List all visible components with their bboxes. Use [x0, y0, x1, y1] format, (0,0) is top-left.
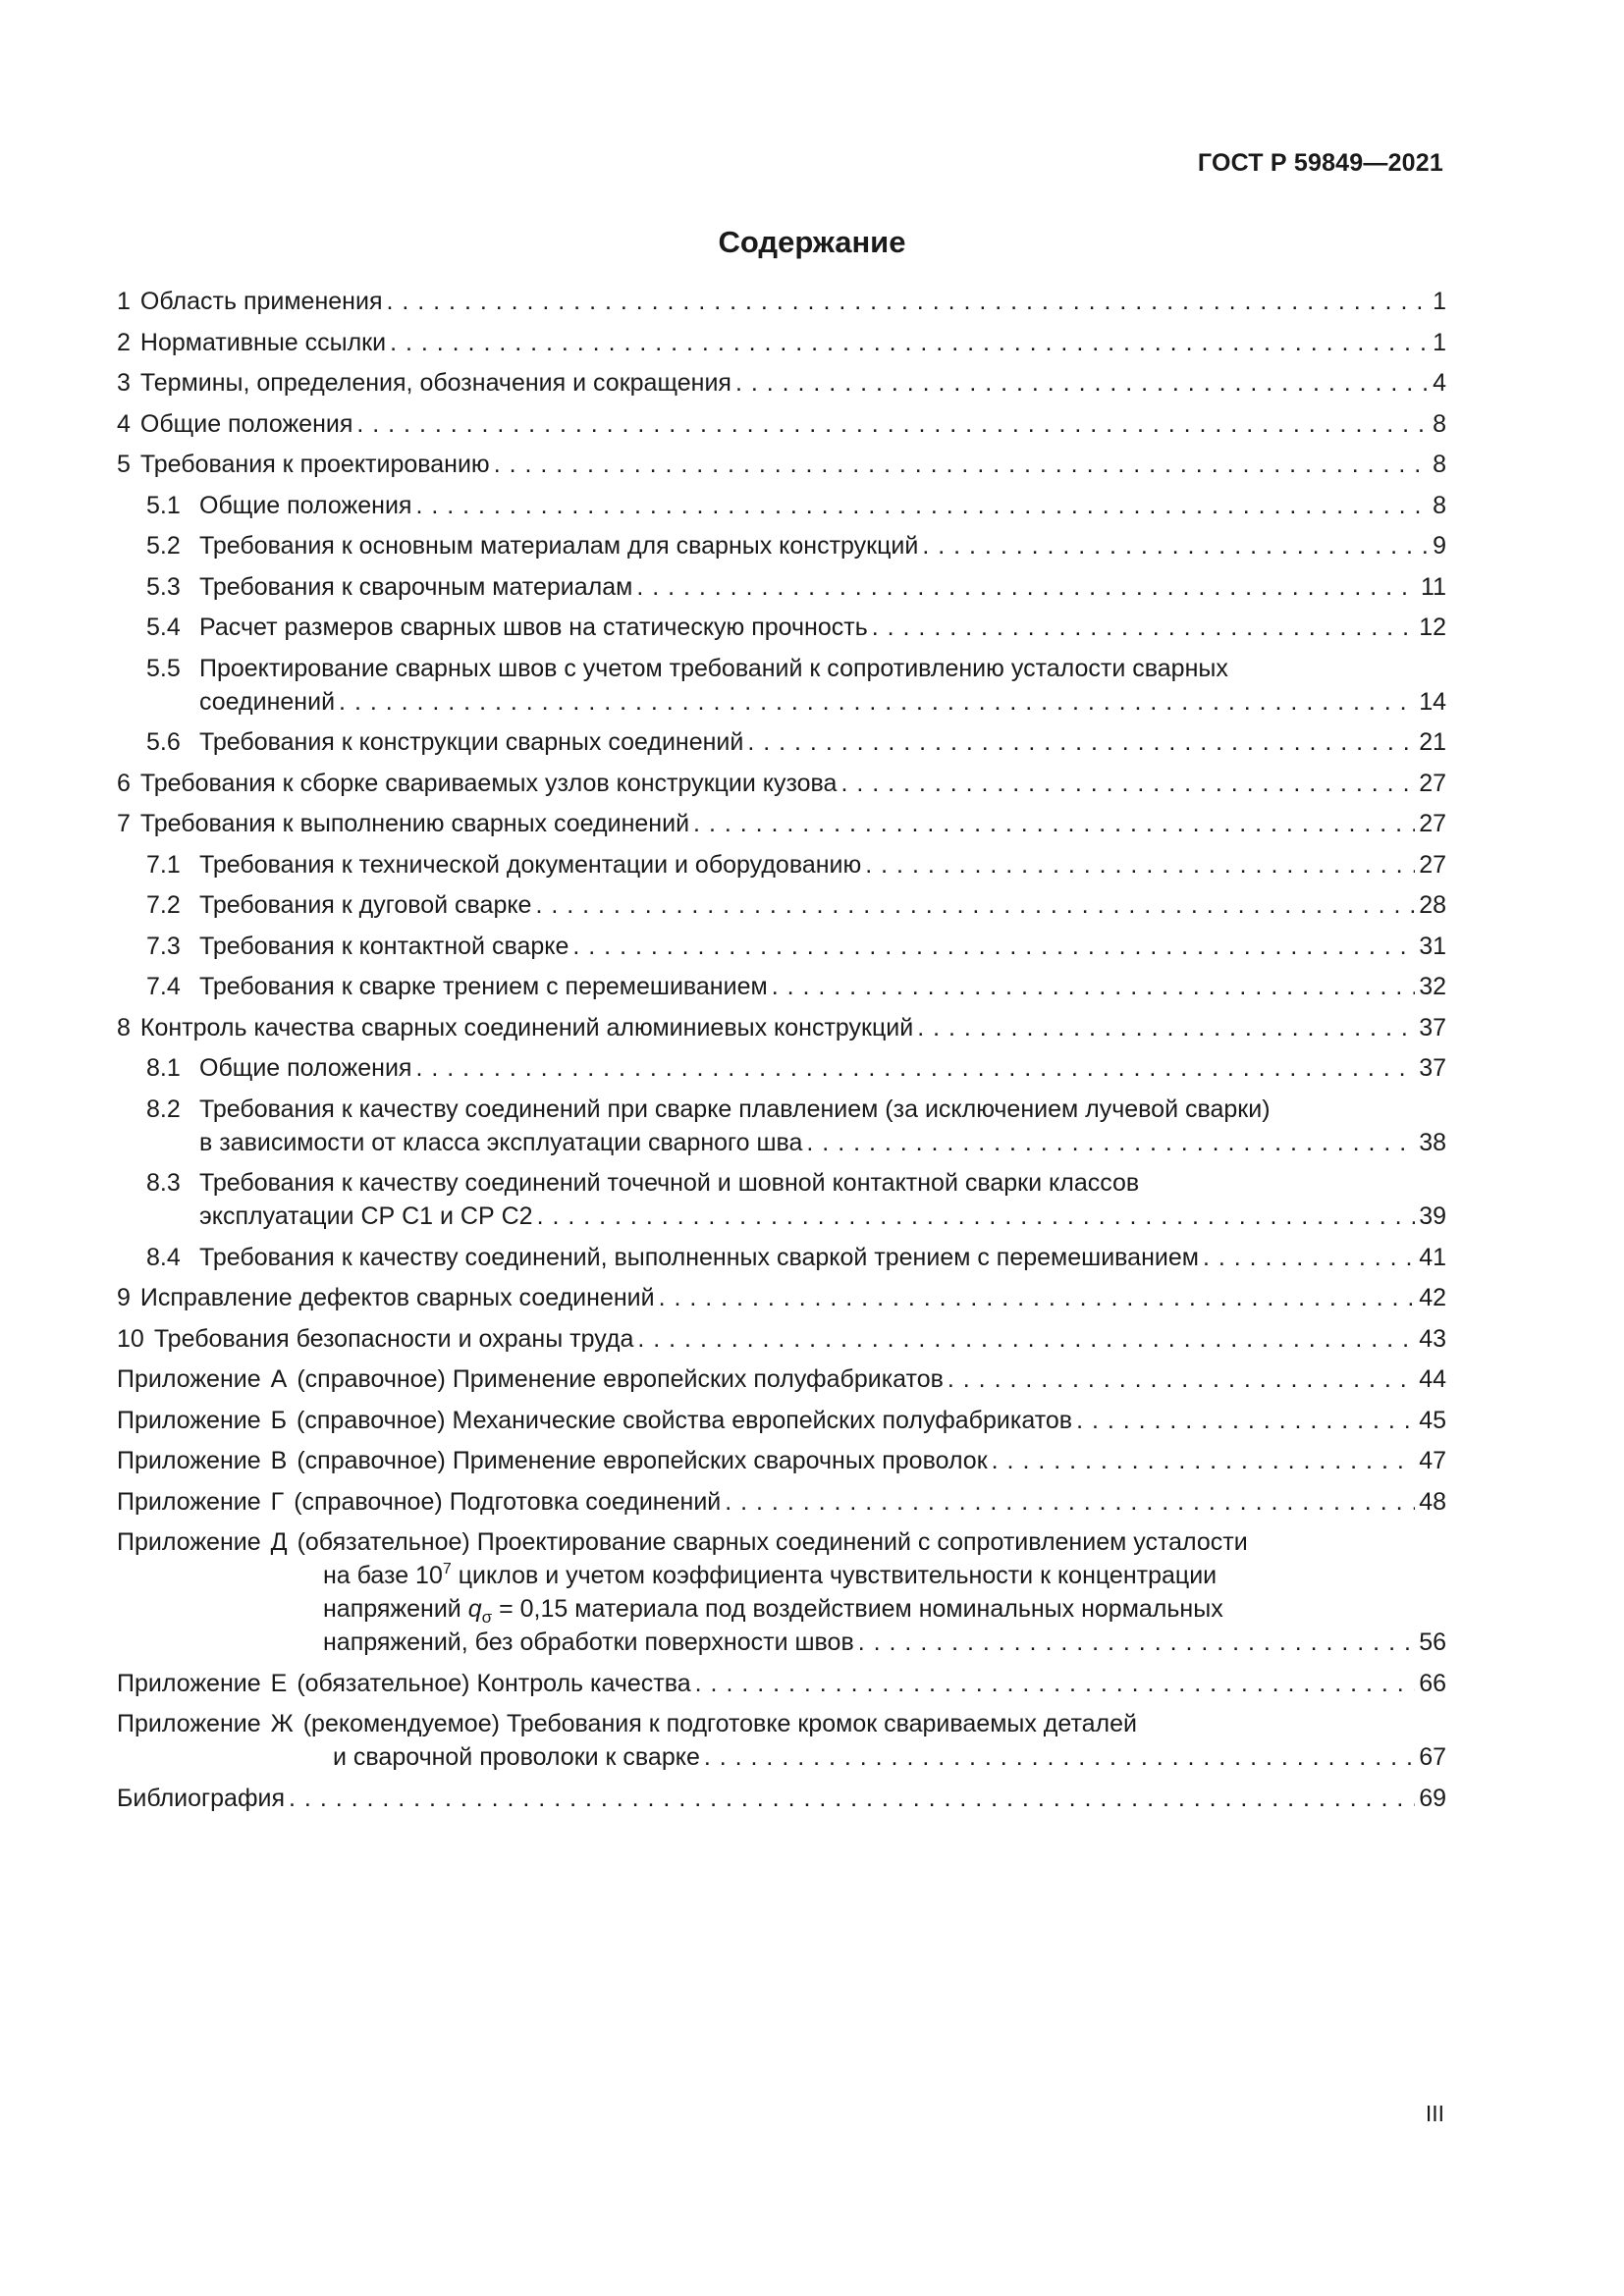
toc-entry-label-continuation: в зависимости от класса эксплуатации сварного шва: [199, 1128, 803, 1156]
toc-entry-page: 66: [1419, 1669, 1446, 1697]
toc-entry-number: 8.1: [146, 1054, 181, 1082]
toc-entry-page: 67: [1419, 1743, 1446, 1771]
toc-entry-page: 27: [1419, 810, 1446, 837]
toc-entry-page: 44: [1419, 1365, 1446, 1393]
standard-code: ГОСТ Р 59849—2021: [1197, 149, 1443, 177]
toc-entry-page: 8: [1433, 491, 1446, 519]
toc-entry-number: 2: [117, 328, 131, 356]
appendix-kind: (рекомендуемое): [302, 1710, 500, 1737]
leader-dots: [806, 1126, 1415, 1159]
appendix-letter: Г: [270, 1487, 285, 1516]
toc-entry-number: 5.4: [146, 614, 181, 641]
toc-appendix-e[interactable]: [117, 1667, 1446, 1700]
leader-dots: [386, 285, 1429, 318]
toc-entry-label-continuation: на базе $10^7$ циклов и учетом коэффициента чувствительности к концентрации: [323, 1561, 1218, 1589]
toc-entry-label: Требования безопасности и охраны труда: [153, 1324, 634, 1353]
toc-entry-number: 7.2: [146, 891, 181, 919]
toc-entry-number: 10: [117, 1324, 144, 1353]
toc-entry-label: Контроль качества: [476, 1669, 691, 1697]
toc-entry-number: 8.4: [146, 1243, 181, 1271]
toc-entry-7-3[interactable]: [117, 930, 1446, 963]
toc-entry-label: Общие положения: [139, 409, 353, 438]
toc-entry-page: 47: [1419, 1447, 1446, 1474]
toc-entry-5-6[interactable]: [117, 725, 1446, 759]
toc-entry-4[interactable]: [117, 407, 1446, 441]
toc-entry-page: 21: [1419, 728, 1446, 756]
leader-dots: [572, 930, 1415, 963]
toc-entry-page: 56: [1419, 1629, 1446, 1656]
leader-dots: [858, 1626, 1415, 1659]
toc-entry-label: Библиография: [117, 1784, 286, 1812]
toc-entry-number: 4: [117, 409, 131, 438]
toc-entry-label: Нормативные ссылки: [139, 328, 387, 356]
toc-entry-5-2[interactable]: [117, 529, 1446, 562]
leader-dots: [865, 848, 1415, 881]
toc-entry-number: 5.3: [146, 572, 181, 601]
toc-entry-number: 5: [117, 451, 131, 478]
toc-entry-10[interactable]: [117, 1322, 1446, 1356]
toc-entry-page: 8: [1433, 451, 1446, 478]
toc-entry-page: 41: [1419, 1243, 1446, 1271]
toc-entry-page: 14: [1419, 687, 1446, 716]
leader-dots: [772, 970, 1416, 1003]
toc-appendix-b[interactable]: [117, 1404, 1446, 1437]
leader-dots: [725, 1485, 1415, 1519]
leader-dots: [659, 1281, 1416, 1314]
leader-dots: [289, 1782, 1415, 1815]
toc-entry-page: 42: [1419, 1284, 1446, 1311]
toc-entry-label: Общие положения: [199, 491, 412, 519]
page-number: III: [1425, 2101, 1444, 2126]
toc-entry-label: Требования к сварке трением с перемешиванием: [199, 973, 768, 1000]
appendix-word: Приложение: [117, 1487, 261, 1516]
toc-entry-page: 9: [1433, 532, 1446, 560]
toc-entry-label: Исправление дефектов сварных соединений: [139, 1284, 655, 1311]
toc-entry-label: Требования к качеству соединений, выполненных сваркой трением с перемешиванием: [199, 1243, 1199, 1271]
toc-entry-label: Общие положения: [199, 1054, 412, 1082]
toc-entry-label: Требования к сборке свариваемых узлов конструкции кузова: [139, 769, 838, 797]
toc-entry-number: 8.2: [146, 1095, 181, 1123]
toc-bibliography[interactable]: [117, 1782, 1446, 1815]
toc-entry-number: 6: [117, 769, 131, 797]
leader-dots: [537, 1200, 1416, 1233]
appendix-kind: (обязательное): [297, 1669, 470, 1697]
toc-entry-page: 37: [1419, 1013, 1446, 1041]
leader-dots: [1203, 1241, 1415, 1274]
appendix-word: Приложение: [117, 1669, 261, 1697]
toc-entry-5-4[interactable]: [117, 611, 1446, 644]
toc-entry-label-continuation: соединений: [199, 687, 336, 716]
toc-entry-page: 38: [1419, 1128, 1446, 1156]
leader-dots: [917, 1011, 1415, 1044]
appendix-word: Приложение: [117, 1710, 261, 1737]
toc-entry-page: 11: [1421, 572, 1446, 601]
leader-dots: [535, 888, 1415, 922]
appendix-word: Приложение: [117, 1365, 261, 1393]
toc-entry-label: Требования к конструкции сварных соединений: [199, 728, 744, 756]
appendix-letter: В: [270, 1447, 288, 1474]
toc-entry-label: Требования к подготовке кромок свариваемых деталей: [506, 1710, 1137, 1737]
toc-entry-5-3[interactable]: [117, 570, 1446, 604]
toc-entry-7-1[interactable]: [117, 848, 1446, 881]
toc-entry-number: 1: [117, 288, 131, 315]
toc-entry-label: Применение европейских сварочных проволок: [452, 1447, 988, 1474]
leader-dots: [840, 767, 1415, 800]
toc-entry-page: 8: [1433, 409, 1446, 438]
toc-entry-label: Требования к основным материалам для сварных конструкций: [199, 532, 919, 560]
appendix-kind: (обязательное): [297, 1528, 470, 1556]
toc-entry-8-4[interactable]: [117, 1241, 1446, 1274]
toc-entry-page: 48: [1419, 1487, 1446, 1516]
leader-dots: [947, 1362, 1415, 1396]
toc-entry-number: 3: [117, 369, 131, 397]
exponent: 7: [442, 1561, 452, 1577]
toc-entry-8-3[interactable]: [117, 1166, 1446, 1233]
toc-entry-label: Контроль качества сварных соединений алюминиевых конструкций: [139, 1013, 914, 1041]
toc-entry-label: Требования к качеству соединений при сварке плавлением (за исключением лучевой сварки): [199, 1095, 1271, 1123]
toc-entry-page: 4: [1433, 369, 1446, 397]
appendix-letter: Е: [270, 1669, 288, 1697]
toc-appendix-zh[interactable]: [117, 1707, 1446, 1774]
appendix-letter: А: [270, 1365, 288, 1393]
appendix-kind: (справочное): [297, 1447, 446, 1474]
leader-dots: [1076, 1404, 1415, 1437]
toc-entry-page: 32: [1419, 973, 1446, 1000]
toc-appendix-g[interactable]: [117, 1485, 1446, 1519]
appendix-letter: Ж: [270, 1710, 294, 1737]
leader-dots: [747, 725, 1415, 759]
toc-entry-7-4[interactable]: [117, 970, 1446, 1003]
leader-dots: [494, 448, 1429, 481]
toc-entry-8-2[interactable]: [117, 1093, 1446, 1159]
appendix-letter: Д: [270, 1528, 288, 1556]
toc-entry-page: 37: [1419, 1054, 1446, 1082]
toc-entry-page: 43: [1419, 1324, 1446, 1353]
toc-entry-page: 12: [1419, 614, 1446, 641]
appendix-word: Приложение: [117, 1406, 261, 1434]
appendix-kind: (справочное): [297, 1406, 446, 1434]
leader-dots: [735, 366, 1429, 400]
toc-appendix-v[interactable]: [117, 1444, 1446, 1477]
toc-entry-label: Расчет размеров сварных швов на статическую прочность: [199, 614, 868, 641]
toc-entry-label: Требования к дуговой сварке: [199, 891, 532, 919]
leader-dots: [637, 1322, 1415, 1356]
toc-entry-number: 7.3: [146, 932, 181, 960]
leader-dots: [339, 685, 1415, 719]
toc-entry-page: 1: [1433, 328, 1446, 356]
leader-dots: [872, 611, 1415, 644]
toc-entry-label: Проектирование сварных швов с учетом требований к сопротивлению усталости сварных: [199, 654, 1228, 682]
toc-entry-6[interactable]: [117, 767, 1446, 800]
toc-entry-number: 7.1: [146, 850, 181, 879]
toc-entry-5-5[interactable]: [117, 652, 1446, 719]
toc-entry-label: Механические свойства европейских полуфабрикатов: [452, 1406, 1073, 1434]
toc-entry-label-continuation: напряжений, без обработки поверхности швов: [323, 1629, 854, 1656]
toc-appendix-a[interactable]: [117, 1362, 1446, 1396]
toc-appendix-d[interactable]: [117, 1525, 1446, 1659]
toc-entry-number: 5.1: [146, 491, 181, 519]
toc-entry-page: 28: [1419, 891, 1446, 919]
toc-entry-9[interactable]: [117, 1281, 1446, 1314]
toc-entry-number: 5.6: [146, 728, 181, 756]
toc-entry-page: 45: [1419, 1406, 1446, 1434]
toc-entry-8-1[interactable]: [117, 1051, 1446, 1085]
leader-dots: [695, 1667, 1416, 1700]
leader-dots: [693, 807, 1415, 840]
toc-entry-label: Область применения: [139, 288, 383, 315]
toc-entry-page: 1: [1433, 288, 1446, 315]
toc-entry-label: Требования к сварочным материалам: [199, 572, 633, 601]
toc-entry-7-2[interactable]: [117, 888, 1446, 922]
toc-entry-number: 5.5: [146, 654, 181, 682]
toc-entry-page: 31: [1419, 932, 1446, 960]
toc-entry-label-continuation: и сварочной проволоки к сварке: [333, 1743, 700, 1771]
toc-entry-label: Подготовка соединений: [449, 1487, 722, 1516]
toc-entry-5[interactable]: [117, 448, 1446, 481]
appendix-word: Приложение: [117, 1528, 261, 1556]
toc-entry-number: 7: [117, 810, 131, 837]
leader-dots: [992, 1444, 1416, 1477]
toc-entry-7[interactable]: [117, 807, 1446, 840]
leader-dots: [356, 407, 1429, 441]
leader-dots: [922, 529, 1429, 562]
appendix-kind: (справочное): [297, 1365, 446, 1393]
toc-entry-label: Требования к технической документации и оборудованию: [199, 850, 862, 879]
toc-entry-number: 8.3: [146, 1169, 181, 1197]
toc-entry-label: Требования к выполнению сварных соединений: [139, 810, 690, 837]
toc-entry-number: 9: [117, 1284, 131, 1311]
toc-entry-label: Требования к проектированию: [139, 451, 490, 478]
toc-entry-1[interactable]: [117, 285, 1446, 318]
appendix-kind: (справочное): [294, 1487, 443, 1516]
toc-entry-number: 8: [117, 1013, 131, 1041]
leader-dots: [636, 570, 1417, 604]
toc-entry-number: 7.4: [146, 973, 181, 1000]
toc-entry-label: Требования к качеству соединений точечной и шовной контактной сварки классов: [199, 1169, 1140, 1197]
toc-entry-page: 27: [1419, 850, 1446, 879]
toc-entry-8[interactable]: [117, 1011, 1446, 1044]
q-sigma-symbol: $q_\sigma$: [467, 1595, 493, 1627]
page-title: Содержание: [718, 225, 906, 259]
toc-entry-label: Термины, определения, обозначения и сокращения: [139, 369, 731, 397]
toc-entry-page: 27: [1419, 769, 1446, 797]
toc-entry-label: Применение европейских полуфабрикатов: [452, 1365, 944, 1393]
toc-entry-label-continuation: напряжений $q_\sigma = 0,15$ материала под воздействием номинальных нормальных: [323, 1595, 1223, 1627]
toc-entry-2[interactable]: [117, 326, 1446, 359]
toc-entry-3[interactable]: [117, 366, 1446, 400]
toc-entry-label-continuation: эксплуатации СР С1 и СР С2: [199, 1202, 533, 1230]
leader-dots: [415, 1051, 1415, 1085]
toc-entry-5-1[interactable]: [117, 489, 1446, 522]
leader-dots: [415, 489, 1429, 522]
table-of-contents: [117, 285, 1446, 1822]
appendix-letter: Б: [270, 1406, 288, 1434]
appendix-word: Приложение: [117, 1447, 261, 1474]
toc-entry-label: Требования к контактной сварке: [199, 932, 569, 960]
toc-entry-label: Проектирование сварных соединений с сопротивлением усталости: [476, 1528, 1248, 1556]
leader-dots: [390, 326, 1429, 359]
leader-dots: [704, 1740, 1415, 1774]
toc-entry-page: 69: [1419, 1784, 1446, 1812]
toc-entry-page: 39: [1419, 1202, 1446, 1230]
toc-entry-number: 5.2: [146, 532, 181, 560]
